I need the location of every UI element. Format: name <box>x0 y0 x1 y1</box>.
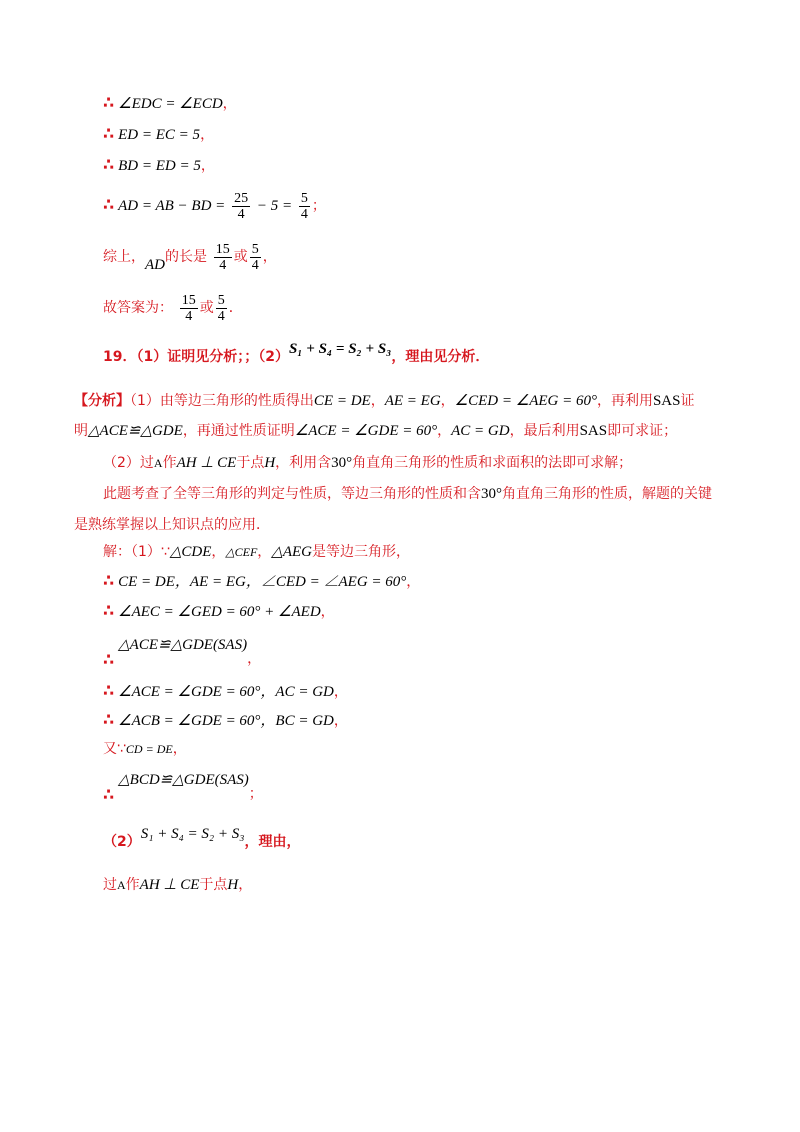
text: （1）证明见分析；；（2） <box>136 349 289 365</box>
equation: △BCD≌△GDE(SAS) <box>118 772 249 788</box>
text: ，最后利用 <box>509 423 580 439</box>
solution-line-4 <box>103 630 261 667</box>
therefore-symbol: ∴ <box>103 124 115 143</box>
punctuation: ， <box>262 249 277 265</box>
text: 是熟练掌握以上知识点的应用． <box>74 517 270 533</box>
numerator: 5 <box>251 241 259 257</box>
equation: − 5 = <box>256 198 293 214</box>
punctuation: ， <box>370 393 385 409</box>
equation: ∠EDC = ∠ECD <box>118 96 223 112</box>
text: 的长是 <box>165 249 207 265</box>
therefore-symbol: ∴ <box>103 601 115 620</box>
punctuation: ， <box>440 393 455 409</box>
text: 解：（1）∵ <box>103 544 170 560</box>
analysis-tag: 【分析】 <box>74 393 130 409</box>
punctuation: ， <box>247 651 262 667</box>
analysis-line-3 <box>103 452 632 473</box>
analysis-line-1 <box>74 390 695 411</box>
text: 明 <box>74 423 88 439</box>
denominator: 4 <box>237 206 245 222</box>
fraction <box>214 242 232 273</box>
analysis-line-5 <box>74 514 270 535</box>
text: 证 <box>680 393 695 409</box>
text: （2） <box>103 834 141 850</box>
punctuation: ， <box>238 877 253 893</box>
punctuation: ， <box>333 713 348 729</box>
analysis-line-2 <box>74 420 677 441</box>
line-summary <box>103 239 277 274</box>
text: 故答案为： <box>103 300 173 316</box>
solution-line-6 <box>103 710 348 731</box>
equation: CD = DE <box>125 742 173 756</box>
punctuation: ， <box>200 127 215 143</box>
fraction <box>216 293 227 324</box>
text: ，理由， <box>244 834 301 850</box>
numerator: 15 <box>181 292 196 308</box>
punctuation: ， <box>333 684 348 700</box>
equation: 30° <box>481 486 502 502</box>
therefore-symbol: ∴ <box>103 785 115 804</box>
numerator: 25 <box>234 190 249 206</box>
text: 是等边三角形， <box>311 544 410 560</box>
question-number: 19． <box>103 349 137 365</box>
line-ad-value <box>103 188 326 223</box>
solution-part-2 <box>103 826 301 852</box>
solution-line-8 <box>103 765 263 802</box>
equation: A <box>117 878 126 892</box>
equation: △ACE≌△GDE(SAS) <box>118 637 248 653</box>
denominator: 4 <box>251 257 259 273</box>
solution-line-2 <box>103 571 420 592</box>
punctuation: ， <box>172 741 187 757</box>
punctuation: ， <box>222 96 237 112</box>
equation: CE = DE，AE = EG，∠CED = ∠AEG = 60° <box>118 574 407 590</box>
equation: H <box>264 455 276 471</box>
equation: H <box>227 877 239 893</box>
therefore-symbol: ∴ <box>103 195 115 214</box>
text: ，利用含 <box>275 455 332 471</box>
therefore-symbol: ∴ <box>103 571 115 590</box>
punctuation: ． <box>228 300 243 316</box>
equation: ∠ACE = ∠GDE = 60°，AC = GD <box>118 684 334 700</box>
equation: BD = ED = 5 <box>118 158 201 174</box>
solution-line-1 <box>103 541 410 562</box>
equation: SAS <box>652 393 681 409</box>
equation: A <box>153 456 163 470</box>
equation: AH ⊥ CE <box>176 455 237 471</box>
denominator: 4 <box>219 257 227 273</box>
therefore-symbol: ∴ <box>103 681 115 700</box>
equation: AD = AB − BD = <box>118 198 226 214</box>
text: 角直角三角形的性质和求面积的法即可求解； <box>352 455 633 471</box>
punctuation: ， <box>257 544 272 560</box>
text: ，再通过性质证明 <box>182 423 295 439</box>
text: 此题考查了全等三角形的判定与性质，等边三角形的性质和含 <box>103 486 481 502</box>
denominator: 4 <box>185 308 193 324</box>
equation: ∠ACB = ∠GDE = 60°，BC = GD <box>118 713 334 729</box>
text: （1）由等边三角形的性质得出 <box>130 393 314 409</box>
punctuation: ， <box>211 544 226 560</box>
solution-line-3 <box>103 601 335 622</box>
therefore-symbol: ∴ <box>103 93 115 112</box>
equation: ED = EC = 5 <box>118 127 201 143</box>
therefore-symbol: ∴ <box>103 155 115 174</box>
text: （2）过 <box>103 455 154 471</box>
equation: AE = EG <box>384 393 441 409</box>
punctuation: ， <box>200 158 215 174</box>
text: 又∵ <box>103 741 126 757</box>
fraction <box>299 191 310 222</box>
equation: ∠ACE = ∠GDE = 60° <box>294 423 438 439</box>
solution-line-5 <box>103 681 348 702</box>
text: 或 <box>199 300 214 316</box>
text: 综上， <box>103 249 145 265</box>
equation: 30° <box>331 455 353 471</box>
fraction <box>180 293 198 324</box>
text: 作 <box>162 455 177 471</box>
equation: AD <box>145 257 165 273</box>
line-answer <box>103 290 243 325</box>
equation: AH ⊥ CE <box>139 877 200 893</box>
text: 作 <box>125 877 140 893</box>
equation: SAS <box>579 423 608 439</box>
text: 于点 <box>199 877 228 893</box>
text: 即可求证； <box>607 423 678 439</box>
punctuation: ， <box>437 423 452 439</box>
numerator: 5 <box>217 292 225 308</box>
solution-part-2-line-2 <box>103 874 252 895</box>
line-angle-edc <box>103 93 237 114</box>
fraction <box>232 191 250 222</box>
equation: △AEG <box>271 544 312 560</box>
solution-line-7 <box>103 738 187 759</box>
text: 角直角三角形的性质，解题的关键 <box>502 486 712 502</box>
equation: CE = DE <box>313 393 371 409</box>
punctuation: ， <box>406 574 421 590</box>
equation: △ACE≌△GDE <box>88 423 183 439</box>
question-19-answer <box>103 341 490 367</box>
therefore-symbol: ∴ <box>103 710 115 729</box>
punctuation: ， <box>320 604 335 620</box>
equation: S₁ + S₄ = S₂ + S₃ <box>140 826 245 842</box>
numerator: 15 <box>215 241 230 257</box>
equation: S₁ + S₄ = S₂ + S₃ <box>288 341 392 357</box>
text: 于点 <box>236 455 265 471</box>
punctuation: ； <box>248 786 263 802</box>
line-ed-ec <box>103 124 214 145</box>
numerator: 5 <box>300 190 308 206</box>
text: ，再利用 <box>596 393 653 409</box>
equation: △CDE <box>169 544 212 560</box>
equation: AC = GD <box>451 423 510 439</box>
equation: ∠AEC = ∠GED = 60° + ∠AED <box>118 604 321 620</box>
denominator: 4 <box>300 206 308 222</box>
text: 过 <box>103 877 117 893</box>
denominator: 4 <box>217 308 225 324</box>
line-bd-ed <box>103 155 215 176</box>
analysis-line-4 <box>103 483 712 504</box>
text: ，理由见分析． <box>391 349 490 365</box>
therefore-symbol: ∴ <box>103 650 115 669</box>
equation: △CEF <box>225 545 258 559</box>
equation: ∠CED = ∠AEG = 60° <box>454 393 597 409</box>
punctuation: ； <box>311 198 326 214</box>
fraction <box>250 242 261 273</box>
text: 或 <box>233 249 248 265</box>
